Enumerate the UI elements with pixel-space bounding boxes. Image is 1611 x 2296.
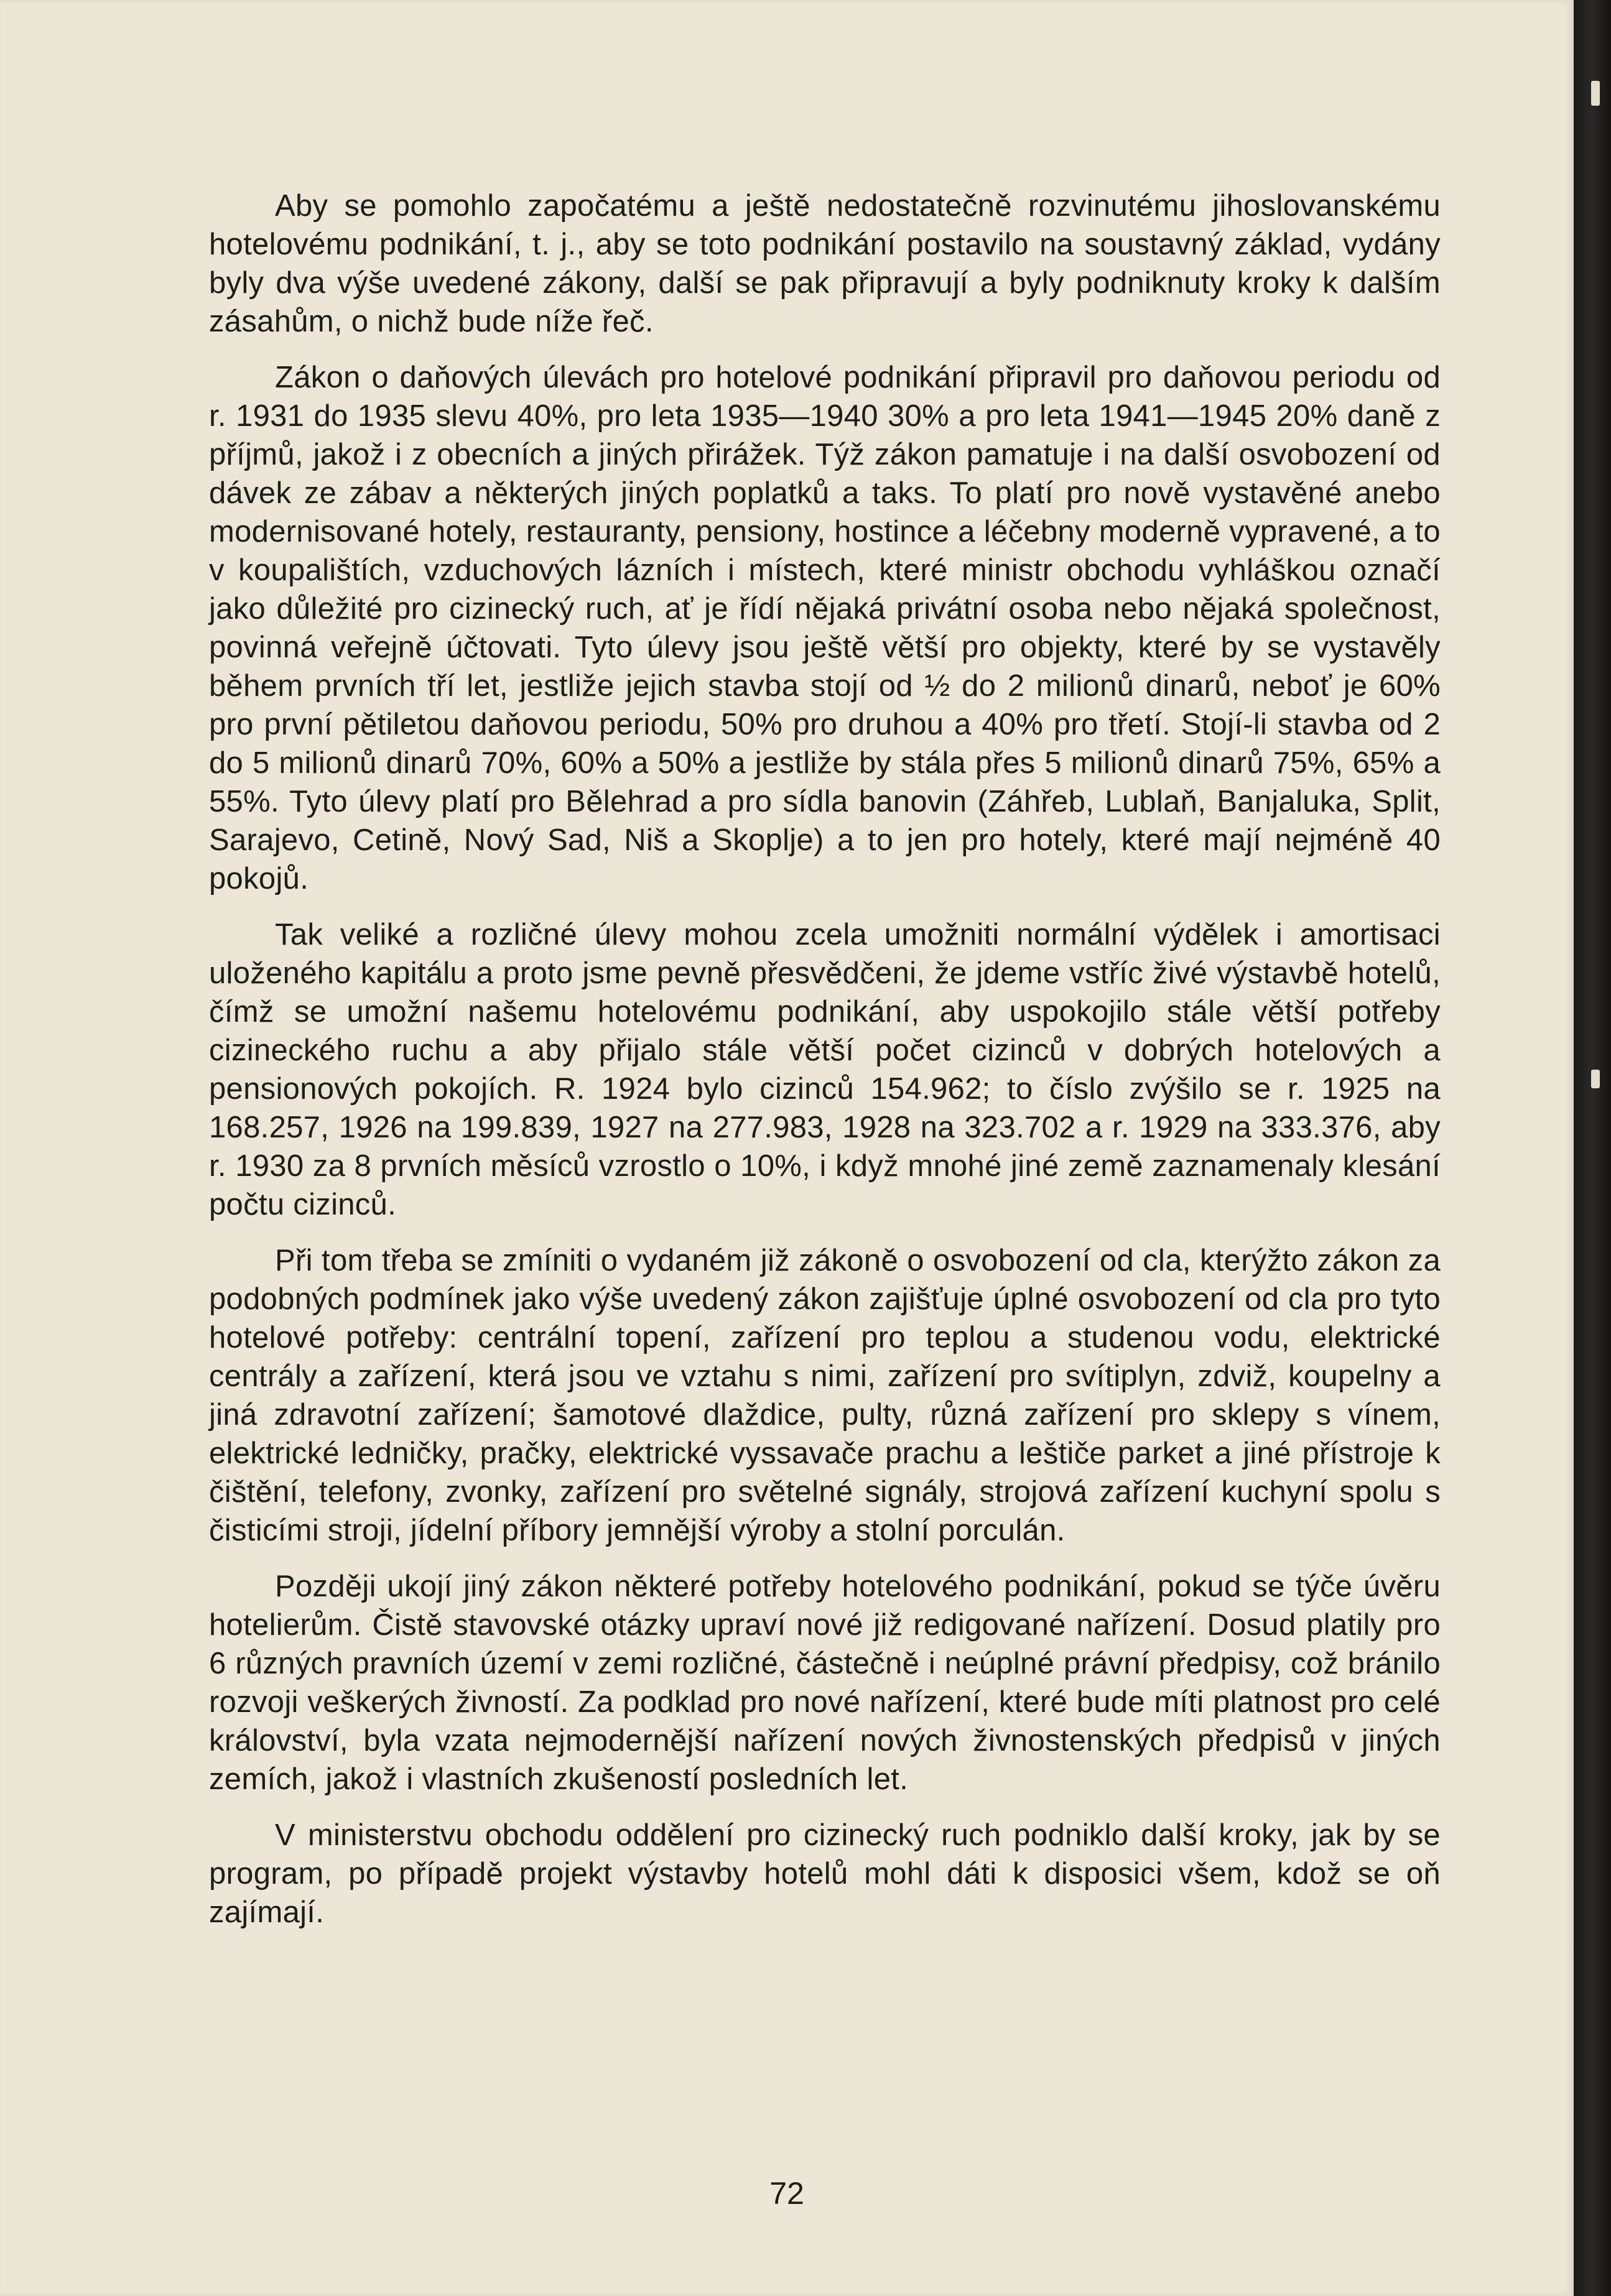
paragraph-6: V ministerstvu obchodu oddělení pro cizinecký ruch podniklo další kroky, jak by se program, po případě projekt výstavby hotelů mohl dáti k disposici všem, kdož se oň zajímají. — [209, 1818, 1441, 1929]
paragraph-4: Při tom třeba se zmíniti o vydaném již zákoně o osvobození od cla, kterýžto zákon za podobných podmínek jako výše uvedený zákon zajišťuje úplné osvobození od cla pro tyto hotelové potřeby: centrální topení, zařízení pro teplou a studenou vodu, elektrické centrály a zařízení, která jsou ve vztahu s nimi, zařízení pro svítiplyn, zdviž, koupelny a jiná zdravotní zařízení; šamotové dlaždice, pulty, různá zařízení pro sklepy s vínem, elektrické ledničky, pračky, elektrické vyssavače prachu a leštiče parket a jiné přístroje k čištění, telefony, zvonky, zařízení pro světelné signály, strojová zařízení kuchyní spolu s čisticími stroji, jídelní příbory jemnější výroby a stolní porculán. — [209, 1244, 1441, 1547]
edge-mark — [1591, 1070, 1600, 1088]
paragraph-3: Tak veliké a rozličné úlevy mohou zcela umožniti normální výdělek i amortisaci uloženého kapitálu a proto jsme pevně přesvědčeni, že jdeme vstříc živé výstavbě hotelů, čímž se umožní našemu hotelovému podnikání, aby uspokojilo stále větší potřeby cizineckého ruchu a aby přijalo stále větší počet cizinců v dobrých hotelových a pensionových pokojích. R. 1924 bylo cizinců 154.962; to číslo zvýšilo se r. 1925 na 168.257, 1926 na 199.839, 1927 na 277.983, 1928 na 323.702 a r. 1929 na 333.376, aby r. 1930 za 8 prvních měsíců vzrostlo o 10%, i když mnohé jiné země zaznamenaly klesání počtu cizinců. — [209, 918, 1441, 1221]
paragraph-1: Aby se pomohlo započatému a ještě nedostatečně rozvinutému jihoslovanskému hotelovému podnikání, t. j., aby se toto podnikání postavilo na soustavný základ, vydány byly dva výše uvedené zákony, další se pak připravují a byly podniknuty kroky k dalším zásahům, o nichž bude níže řeč. — [209, 189, 1441, 338]
paragraph-5: Později ukojí jiný zákon některé potřeby hotelového podnikání, pokud se týče úvěru hotelierům. Čistě stavovské otázky upraví nové již redigované nařízení. Dosud platily pro 6 různých pravních území v zemi rozličné, částečně i neúplné právní předpisy, což bránilo rozvoji veškerých živností. Za podklad pro nové nařízení, které bude míti platnost pro celé království, byla vzata nejmodernější nařízení nových živnostenských předpisů v jiných zemích, jakož i vlastních zkušeností posledních let. — [209, 1570, 1441, 1796]
body-text — [209, 187, 1441, 1949]
edge-mark — [1591, 81, 1600, 106]
paragraph-2: Zákon o daňových úlevách pro hotelové podnikání připravil pro daňovou periodu od r. 1931 do 1935 slevu 40%, pro leta 1935—1940 30% a pro leta 1941—1945 20% daně z příjmů, jakož i z obecních a jiných přirážek. Týž zákon pamatuje i na další osvobození od dávek ze zábav a některých jiných poplatků a taks. To platí pro nově vystavěné anebo modernisované hotely, restauranty, pensiony, hostince a léčebny moderně vypravené, a to v koupalištích, vzduchových lázních i místech, které ministr obchodu vyhláškou označí jako důležité pro cizinecký ruch, ať je řídí nějaká privátní osoba nebo nějaká společnost, povinná veřejně účtovati. Tyto úlevy jsou ještě větší pro objekty, které by se vystavěly během prvních tří let, jestliže jejich stavba stojí od ½ do 2 milionů dinarů, neboť je 60% pro první pětiletou daňovou periodu, 50% pro druhou a 40% pro třetí. Stojí-li stavba od 2 do 5 milionů dinarů 70%, 60% a 50% a jestliže by stála přes 5 milionů dinarů 75%, 65% a 55%. Tyto úlevy platí pro Bělehrad a pro sídla banovin (Záhřeb, Lublaň, Banjaluka, Split, Sarajevo, Cetině, Nový Sad, Niš a Skoplje) a to jen pro hotely, které mají nejméně 40 pokojů. — [209, 361, 1441, 896]
page-number: 72 — [769, 2176, 804, 2211]
scan-edge — [1574, 0, 1611, 2296]
